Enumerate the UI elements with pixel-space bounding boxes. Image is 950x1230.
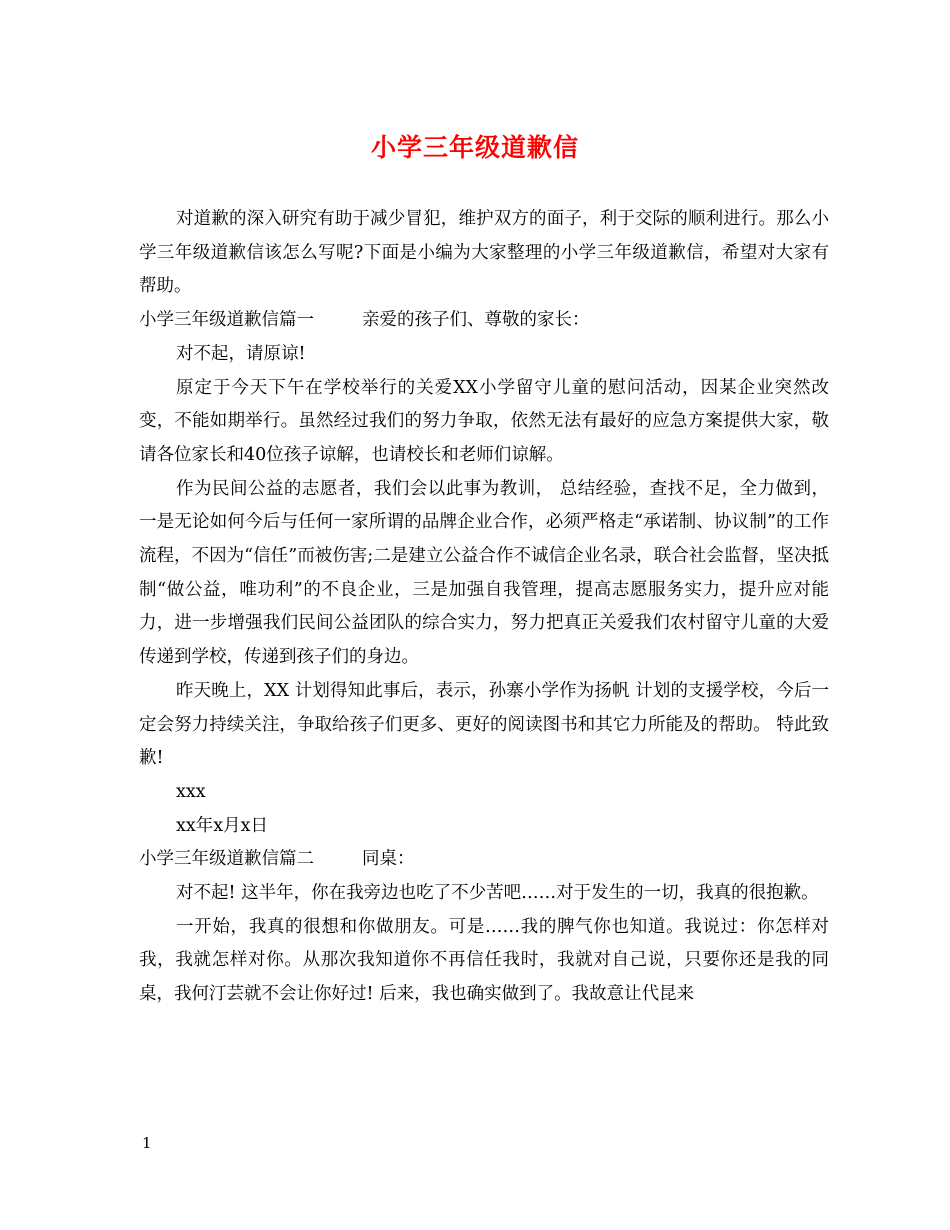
- letter2-heading: 小学三年级道歉信篇二: [139, 849, 314, 870]
- document-body: [139, 203, 829, 1012]
- letter2-paragraph-1: 对不起! 这半年，你在我旁边也吃了不少苦吧……对于发生的一切，我真的很抱歉。: [176, 883, 819, 904]
- letter1-date: xx年x月x日: [176, 815, 268, 836]
- letter1-paragraph-1: 对不起，请原谅!: [176, 343, 306, 364]
- document-title: 小学三年级道歉信: [370, 133, 579, 162]
- letter2-salutation: 同桌：: [362, 849, 415, 870]
- letter1-paragraph-4: 昨天晚上，XX 计划得知此事后，表示，孙寨小学作为扬帆 计划的支援学校，今后一定会努力持续关注，争取给孩子们更多、更好的阅读图书和其它力所能及的帮助。 特此致歉!: [139, 680, 829, 769]
- intro-paragraph: 对道歉的深入研究有助于减少冒犯，维护双方的面子，利于交际的顺利进行。那么小学三年级道歉信该怎么写呢?下面是小编为大家整理的小学三年级道歉信，希望对大家有帮助。: [139, 209, 829, 297]
- page-number: 1: [142, 1134, 152, 1152]
- letter2-heading-line: [139, 843, 829, 877]
- letter1-heading-line: [139, 304, 829, 338]
- letter1-paragraph-3: 作为民间公益的志愿者，我们会以此事为教训， 总结经验，查找不足，全力做到，一是无论如何今后与任何一家所谓的品牌企业合作，必须严格走“承诺制、协议制”的工作流程，不因为“信任”而被伤害;二是建立公益合作不诚信企业名录，联合社会监督，坚决抵制“做公益，唯功利”的不良企业，三是加强自我管理，提高志愿服务实力，提升应对能力，进一步增强我们民间公益团队的综合实力，努力把真正关爱我们农村留守儿童的大爱传递到学校，传递到孩子们的身边。: [139, 478, 829, 668]
- letter2-paragraph-2: 一开始，我真的很想和你做朋友。可是……我的脾气你也知道。我说过：你怎样对我，我就怎样对你。从那次我知道你不再信任我时，我就对自己说，只要你还是我的同桌，我何汀芸就不会让你好过! 后来，我也确实做到了。我故意让代昆来: [139, 916, 829, 1005]
- letter1-signature: xxx: [176, 781, 206, 802]
- letter1-salutation: 亲爱的孩子们、尊敬的家长：: [362, 310, 590, 331]
- letter1-paragraph-2: 原定于今天下午在学校举行的关爱XX小学留守儿童的慰问活动，因某企业突然改变，不能如期举行。虽然经过我们的努力争取，依然无法有最好的应急方案提供大家，敬请各位家长和40位孩子谅解，也请校长和老师们谅解。: [139, 377, 829, 465]
- letter1-heading: 小学三年级道歉信篇一: [139, 310, 314, 331]
